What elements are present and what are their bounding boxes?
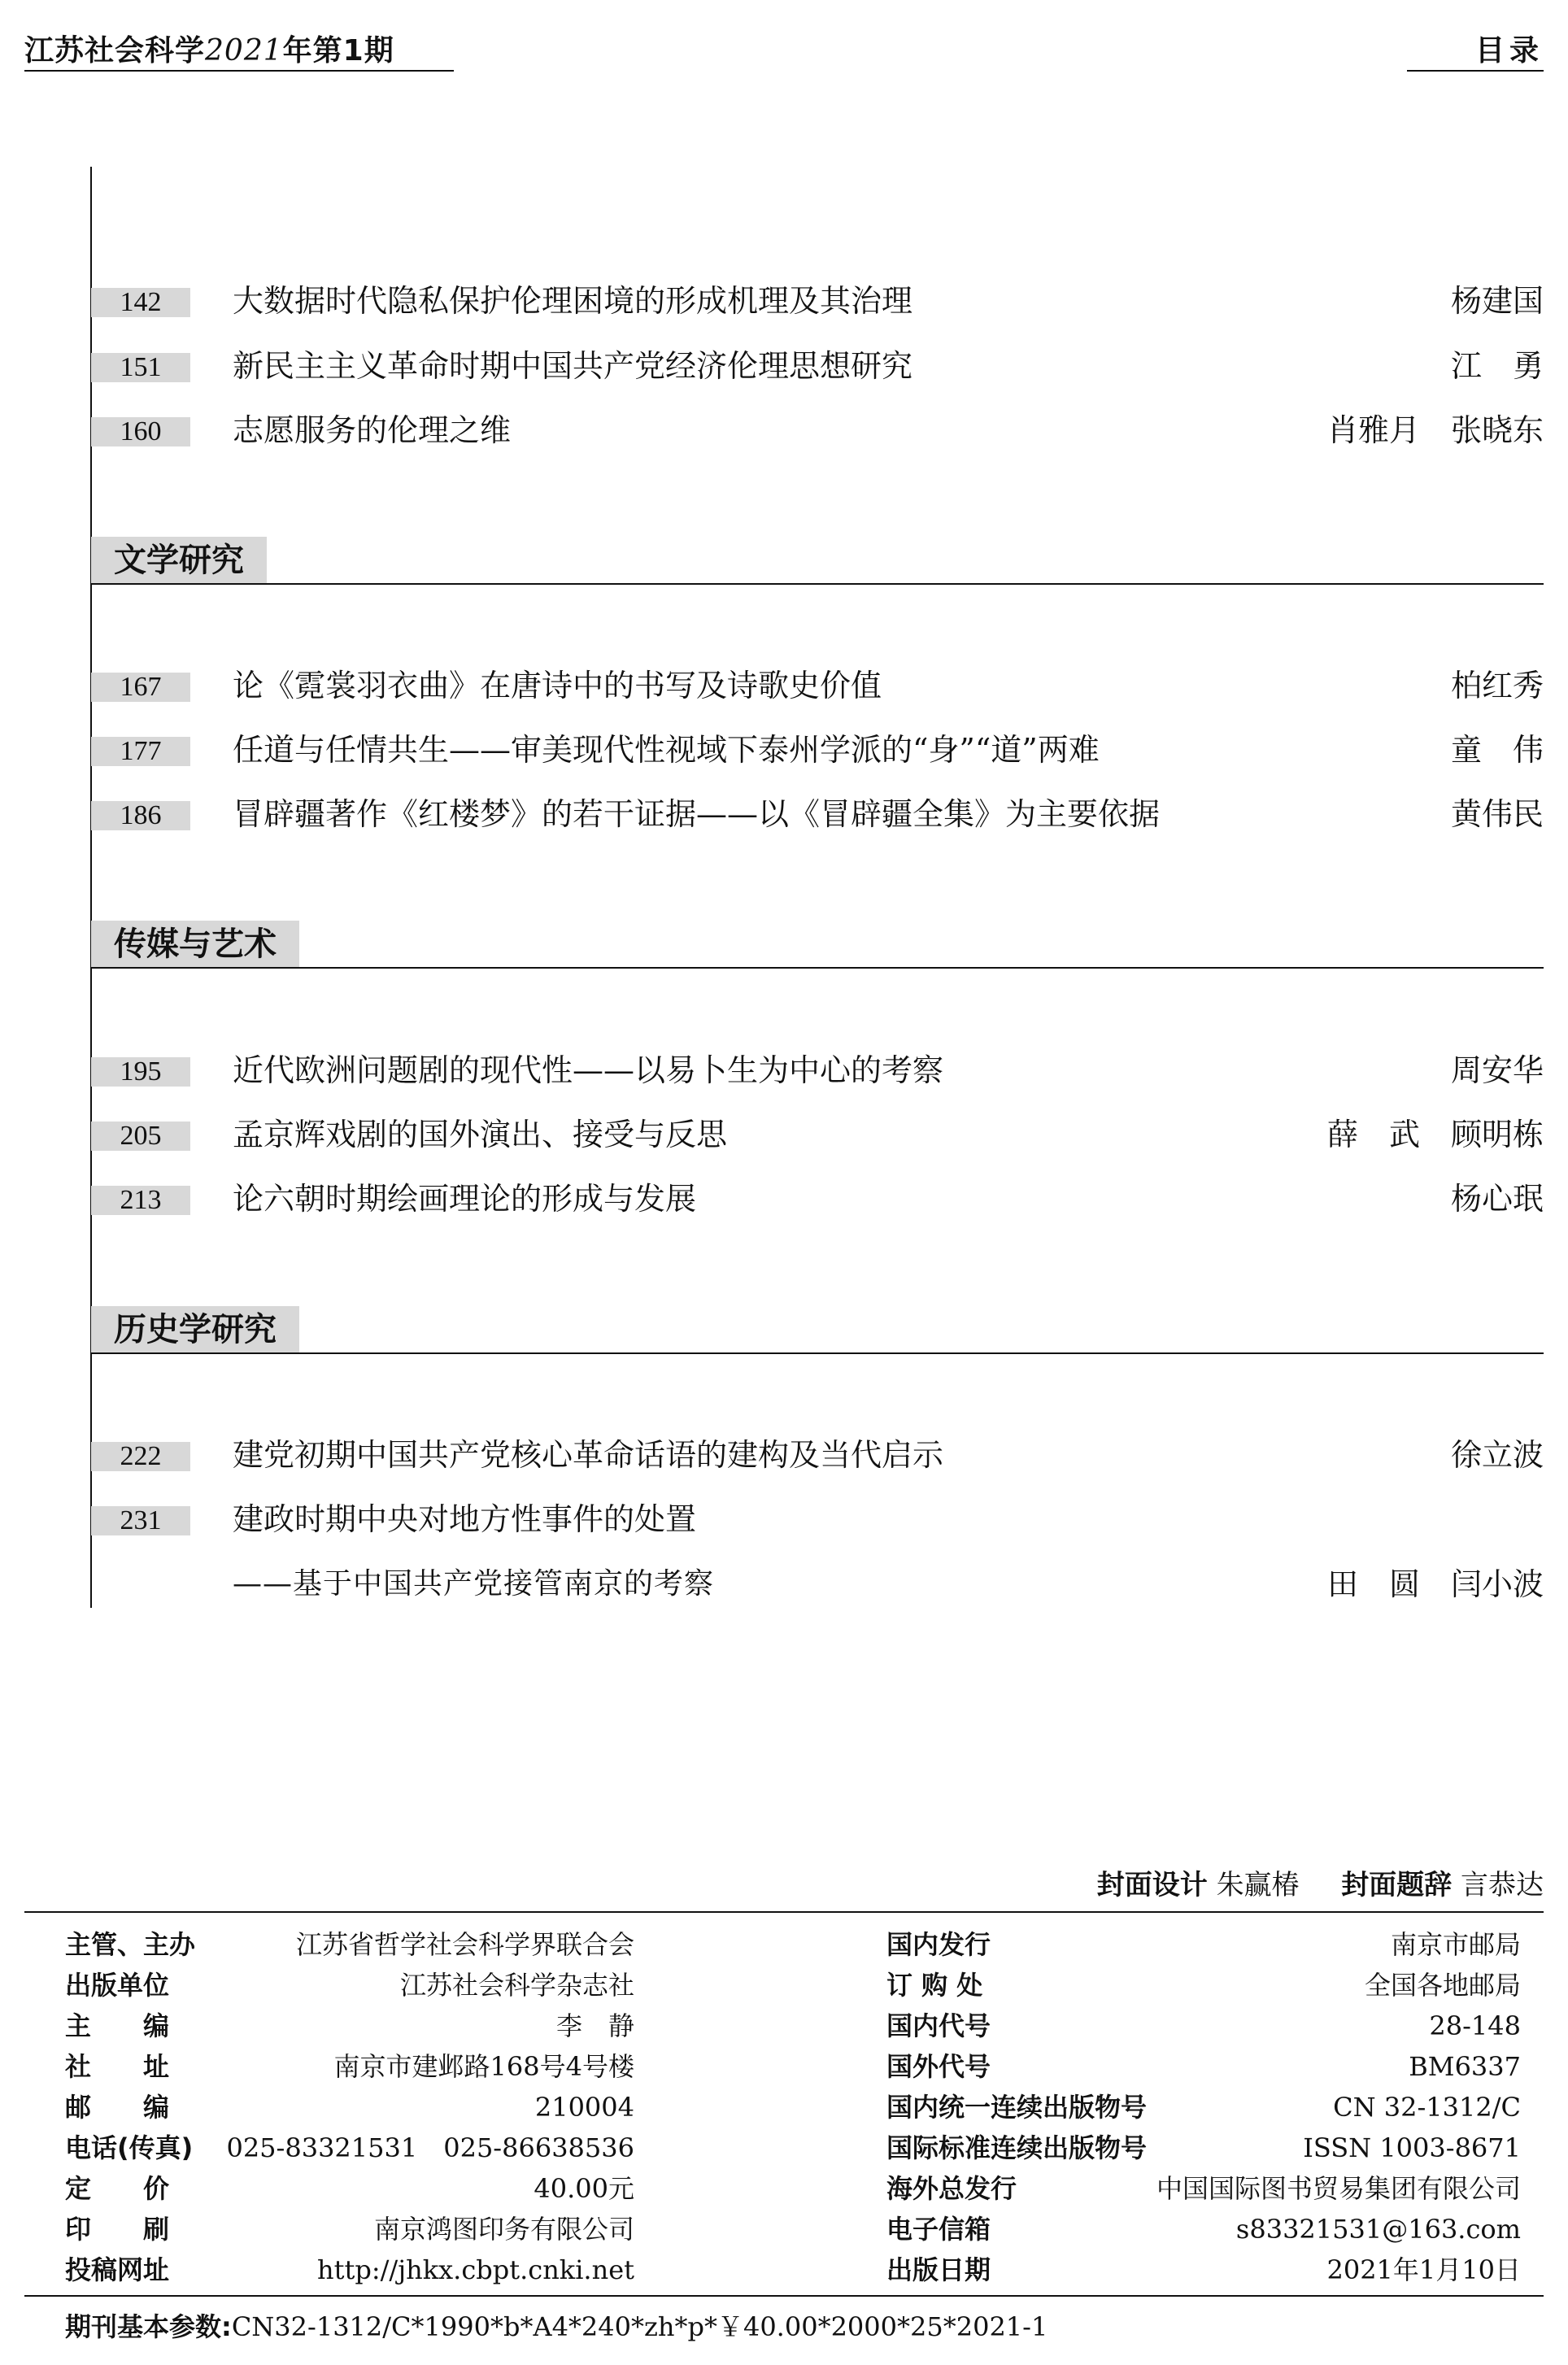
info-value: BM6337 — [1409, 2051, 1521, 2082]
info-row — [65, 2046, 634, 2087]
info-key: 主 编 — [65, 2010, 170, 2041]
section-header: 目录 — [1474, 34, 1544, 68]
info-key: 国内统一连续出版物号 — [886, 2092, 1148, 2123]
params-value: CN32-1312/C*1990*b*A4*240*zh*p*￥40.00*2000*25*2021-1 — [231, 2311, 1048, 2342]
toc-page-number: 213 — [91, 1186, 190, 1215]
toc-article-author: 杨建国 — [1450, 283, 1544, 319]
info-row — [65, 1965, 634, 2006]
info-row — [886, 2250, 1521, 2290]
info-row — [886, 2168, 1521, 2209]
toc-article-title[interactable]: 任道与任情共生——审美现代性视域下泰州学派的“身”“道”两难 — [233, 732, 1100, 768]
toc-article-title[interactable]: 近代欧洲问题剧的现代性——以易卜生为中心的考察 — [233, 1052, 944, 1088]
toc-page-number: 205 — [91, 1122, 190, 1151]
info-value: ISSN 1003-8671 — [1303, 2132, 1521, 2163]
info-row — [886, 1924, 1521, 1965]
info-key: 主管、主办 — [65, 1929, 196, 1960]
toc-article-author: 周安华 — [1450, 1052, 1544, 1088]
info-row — [886, 2087, 1521, 2128]
toc-article-title[interactable]: 孟京辉戏剧的国外演出、接受与反思 — [233, 1117, 728, 1152]
info-key: 社 址 — [65, 2051, 170, 2082]
info-row — [886, 2046, 1521, 2087]
info-value[interactable]: http://jhkx.cbpt.cnki.net — [317, 2254, 634, 2285]
header-left-rule — [24, 70, 454, 72]
info-row — [65, 1924, 634, 1965]
info-value: 40.00元 — [534, 2173, 634, 2204]
info-key: 邮 编 — [65, 2092, 170, 2123]
cover-design-name: 朱赢椿 — [1216, 1869, 1300, 1901]
toc-article-author: 肖雅月 张晓东 — [1326, 412, 1544, 448]
toc-page-number: 222 — [91, 1442, 190, 1471]
info-key: 投稿网址 — [65, 2254, 170, 2285]
toc-article-subtitle: ——基于中国共产党接管南京的考察 — [233, 1567, 715, 1601]
toc-page-number: 142 — [91, 288, 190, 317]
toc-page-number: 195 — [91, 1057, 190, 1087]
cover-design-label: 封面设计 — [1096, 1869, 1208, 1901]
info-value[interactable]: s83321531@163.com — [1235, 2214, 1521, 2245]
params-label: 期刊基本参数: — [65, 2311, 232, 2342]
info-value: 南京市建邺路168号4号楼 — [333, 2051, 634, 2082]
toc-article-author: 柏红秀 — [1450, 668, 1544, 703]
info-key: 电子信箱 — [886, 2214, 991, 2245]
info-row — [65, 2006, 634, 2046]
info-value: 全国各地邮局 — [1364, 1970, 1521, 2001]
info-key: 出版单位 — [65, 1970, 170, 2001]
toc-article-title[interactable]: 志愿服务的伦理之维 — [233, 412, 512, 448]
header-right-rule — [1407, 70, 1544, 72]
info-key: 海外总发行 — [886, 2173, 1017, 2204]
info-key: 国外代号 — [886, 2051, 991, 2082]
journal-issue-suffix: 期 — [364, 34, 394, 68]
toc-article-title[interactable]: 建政时期中央对地方性事件的处置 — [233, 1501, 697, 1537]
toc-article-title[interactable]: 论六朝时期绘画理论的形成与发展 — [233, 1181, 697, 1217]
cover-credits — [1097, 1862, 1544, 1902]
info-key: 印 刷 — [65, 2214, 170, 2245]
cover-title-name: 言恭达 — [1461, 1869, 1544, 1901]
info-row — [886, 2209, 1521, 2250]
info-value: 南京市邮局 — [1390, 1929, 1521, 1960]
info-row — [886, 2128, 1521, 2168]
toc-vertical-rule — [90, 167, 92, 1608]
journal-year: 2021 — [205, 34, 283, 68]
info-value: 李 静 — [555, 2010, 634, 2041]
journal-issue-prefix: 年第 — [282, 34, 343, 68]
info-row — [65, 2209, 634, 2250]
info-row — [65, 2250, 634, 2290]
toc-article-author: 薛 武 顾明栋 — [1326, 1117, 1544, 1152]
info-key: 出版日期 — [886, 2254, 991, 2285]
toc-article-author: 杨心珉 — [1450, 1181, 1544, 1217]
toc-article-title[interactable]: 建党初期中国共产党核心革命话语的建构及当代启示 — [233, 1437, 944, 1473]
section-label-history: 历史学研究 — [91, 1306, 299, 1353]
toc-article-author: 童 伟 — [1450, 732, 1544, 768]
section-rule — [91, 1352, 1544, 1354]
info-value: 210004 — [534, 2092, 634, 2123]
toc-page-number: 167 — [91, 673, 190, 702]
toc-article-author: 黄伟民 — [1450, 796, 1544, 832]
toc-article-title[interactable]: 大数据时代隐私保护伦理困境的形成机理及其治理 — [233, 283, 913, 319]
info-value: 南京鸿图印务有限公司 — [373, 2214, 634, 2245]
info-key: 国内发行 — [886, 1929, 991, 1960]
info-value: 28-148 — [1429, 2010, 1521, 2041]
info-key: 国际标准连续出版物号 — [886, 2132, 1148, 2163]
toc-article-title[interactable]: 冒辟疆著作《红楼梦》的若干证据——以《冒辟疆全集》为主要依据 — [233, 796, 1161, 832]
toc-article-title[interactable]: 新民主主义革命时期中国共产党经济伦理思想研究 — [233, 348, 913, 384]
info-row — [65, 2168, 634, 2209]
section-label-literature: 文学研究 — [91, 537, 267, 584]
toc-page-number: 177 — [91, 737, 190, 766]
info-row — [65, 2087, 634, 2128]
toc-article-author: 徐立波 — [1450, 1437, 1544, 1473]
journal-header — [24, 28, 394, 69]
toc-page-number: 151 — [91, 353, 190, 382]
section-rule — [91, 967, 1544, 969]
info-row — [886, 2006, 1521, 2046]
info-value: 2021年1月10日 — [1326, 2254, 1521, 2285]
journal-issue-number: 1 — [342, 34, 364, 68]
toc-page-number: 186 — [91, 801, 190, 830]
info-key: 电话(传真) — [65, 2132, 194, 2163]
info-key: 定 价 — [65, 2173, 170, 2204]
info-value: 江苏省哲学社会科学界联合会 — [295, 1929, 634, 1960]
info-row — [65, 2128, 634, 2168]
toc-article-author: 田 圆 闫小波 — [1326, 1566, 1544, 1602]
section-rule — [91, 583, 1544, 585]
journal-name: 江苏社会科学 — [24, 34, 206, 68]
toc-article-author: 江 勇 — [1450, 348, 1544, 384]
section-label-media-art: 传媒与艺术 — [91, 921, 299, 968]
info-value: 中国国际图书贸易集团有限公司 — [1156, 2173, 1521, 2204]
info-value: 江苏社会科学杂志社 — [399, 1970, 634, 2001]
publication-info-bottom-rule — [24, 2295, 1544, 2297]
info-key: 国内代号 — [886, 2010, 991, 2041]
info-value: CN 32-1312/C — [1333, 2092, 1521, 2123]
info-value: 025-83321531 025-86638536 — [226, 2132, 634, 2163]
info-key: 订 购 处 — [886, 1970, 983, 2001]
cover-title-label: 封面题辞 — [1341, 1869, 1453, 1901]
journal-parameters — [65, 2306, 1048, 2344]
info-row — [886, 1965, 1521, 2006]
publication-info-top-rule — [24, 1911, 1544, 1913]
toc-page-number: 231 — [91, 1506, 190, 1535]
toc-page-number: 160 — [91, 417, 190, 446]
toc-article-title[interactable]: 论《霓裳羽衣曲》在唐诗中的书写及诗歌史价值 — [233, 668, 882, 703]
